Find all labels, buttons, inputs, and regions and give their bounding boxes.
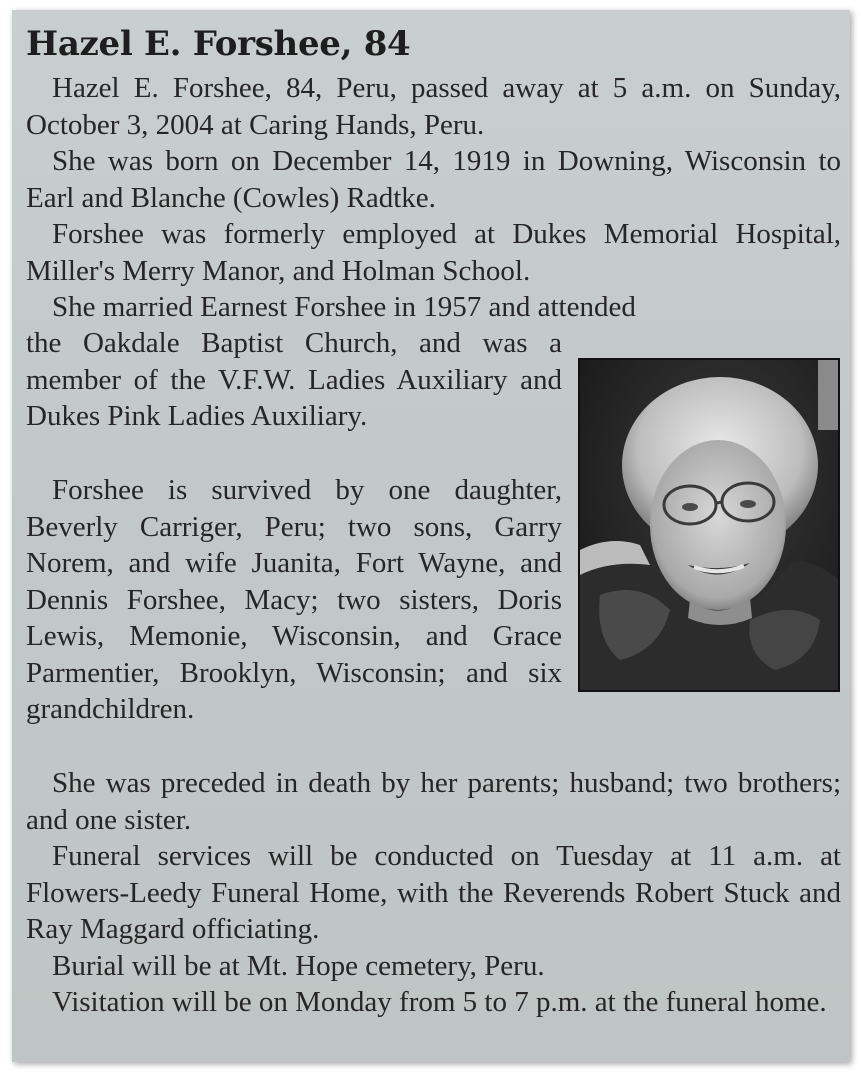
portrait-image (580, 360, 838, 690)
paragraph-survivors: Forshee is survived by one daughter, Beverly Carriger, Peru; two sons, Garry Norem, and wife Juanita, Fort Wayne, and Dennis Forshee, Macy; two sisters, Doris Lewis, Memonie, Wisconsin, and Grace Parmentier, Brooklyn, Wisconsin; and six grandchildren. (26, 474, 562, 725)
paragraph-burial: Burial will be at Mt. Hope cemetery, Peru. (52, 950, 545, 982)
newspaper-clipping (12, 10, 850, 1062)
paragraph-birth: She was born on December 14, 1919 in Downing, Wisconsin to Earl and Blanche (Cowles) Radtke. (26, 145, 841, 214)
paragraph-marriage: She married Earnest Forshee in 1957 and attended (52, 291, 636, 323)
paragraph-death-notice: Hazel E. Forshee, 84, Peru, passed away at 5 a.m. on Sunday, October 3, 2004 at Caring Hands, Peru. (26, 72, 841, 141)
obituary-headline: Hazel E. Forshee, 84 (26, 24, 411, 64)
paragraph-employment: Forshee was formerly employed at Dukes Memorial Hospital, Miller's Merry Manor, and Holman School. (26, 218, 841, 287)
portrait-photo (578, 358, 840, 692)
paragraph-visitation: Visitation will be on Monday from 5 to 7 p.m. at the funeral home. (52, 986, 827, 1018)
paragraph-church-membership: the Oakdale Baptist Church, and was a member of the V.F.W. Ladies Auxiliary and Dukes Pink Ladies Auxiliary. (26, 327, 562, 432)
paragraph-preceded-in-death: She was preceded in death by her parents; husband; two brothers; and one sister. (26, 767, 841, 836)
paragraph-funeral-services: Funeral services will be conducted on Tuesday at 11 a.m. at Flowers-Leedy Funeral Home, with the Reverends Robert Stuck and Ray Maggard officiating. (26, 840, 841, 945)
